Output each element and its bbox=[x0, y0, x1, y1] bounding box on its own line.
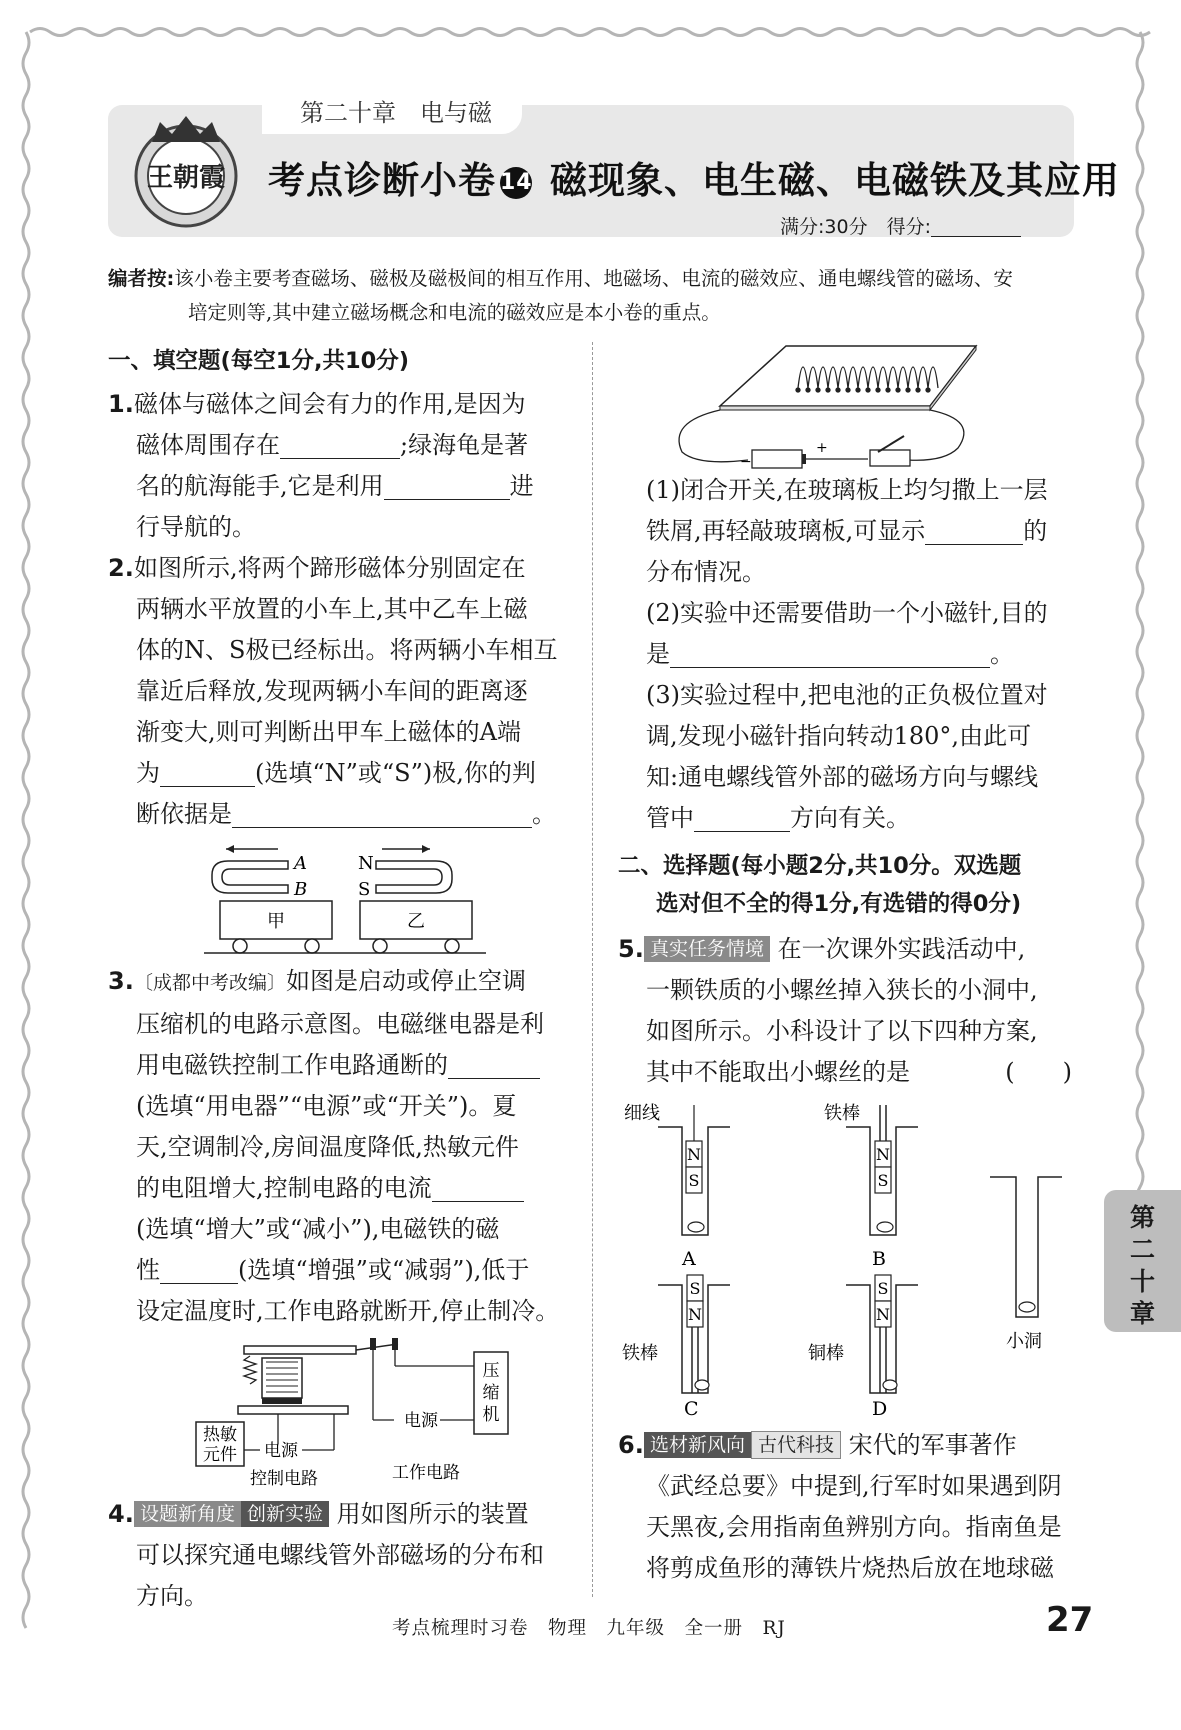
q5-fig-pole-n: N bbox=[687, 1145, 701, 1164]
logo-text: 王朝霞 bbox=[146, 163, 226, 193]
q2-fig-label-s: S bbox=[358, 879, 371, 900]
svg-text:−: − bbox=[740, 454, 752, 470]
q2-fig-label-a: A bbox=[294, 853, 307, 874]
q2-fig-label-n: N bbox=[358, 853, 374, 874]
q5-fig-label-copper-rod: 铜棒 bbox=[808, 1343, 844, 1364]
q4-sub1-text: 分布情况。 bbox=[646, 558, 766, 586]
right-column bbox=[618, 342, 1078, 1589]
score-line bbox=[780, 212, 1021, 239]
q6-number: 6. bbox=[618, 1431, 644, 1459]
q4-sub2-text: (2)实验中还需要借助一个小磁针,目的 bbox=[646, 599, 1048, 627]
title-number: 14 bbox=[500, 167, 532, 199]
score-label: 满分:30分 得分: bbox=[780, 216, 931, 238]
footer: 考点梳理时习卷 物理 九年级 全一册 RJ bbox=[392, 1618, 786, 1639]
question-2 bbox=[108, 548, 568, 835]
section2-title-line2: 选对但不全的得1分,有选错的得0分) bbox=[656, 891, 1022, 917]
svg-text:+: + bbox=[816, 440, 828, 456]
q2-line: 如图所示,将两个蹄形磁体分别固定在 bbox=[134, 554, 526, 582]
question-4 bbox=[108, 1494, 568, 1617]
q1-text-e: 进 bbox=[509, 472, 534, 500]
q4-sub2-text: 是 bbox=[646, 640, 670, 668]
q4-blank-2[interactable] bbox=[670, 641, 990, 668]
q2-fig-cart-jia: 甲 bbox=[267, 911, 285, 932]
q3-text: 天,空调制冷,房间温度降低,热敏元件 bbox=[136, 1133, 519, 1161]
q4-tag-innovative-experiment: 创新实验 bbox=[241, 1501, 329, 1527]
q5-text: 如图所示。小科设计了以下四种方案, bbox=[646, 1017, 1038, 1045]
q4-sub3-text: 方向有关。 bbox=[790, 804, 910, 832]
q3-fig-source-work: 电源 bbox=[404, 1411, 438, 1431]
q1-text-b: 磁体周围存在 bbox=[136, 431, 280, 459]
q1-text-f: 行导航的。 bbox=[136, 513, 256, 541]
score-blank[interactable] bbox=[931, 218, 1021, 237]
q4-sub1-text: (1)闭合开关,在玻璃板上均匀撒上一层 bbox=[646, 476, 1048, 504]
left-column bbox=[108, 342, 568, 1617]
side-tab-text: 第二十章 bbox=[1129, 1203, 1155, 1328]
q5-fig-pole-s: S bbox=[689, 1279, 701, 1298]
q2-line: 靠近后释放,发现两辆小车间的距离逐 bbox=[136, 677, 528, 705]
q4-sub3-text: 管中 bbox=[646, 804, 694, 832]
q3-text: (选填“用电器”“电源”或“开关”)。夏 bbox=[136, 1092, 517, 1120]
q2-blank-1[interactable] bbox=[160, 760, 255, 787]
q2-blank-2[interactable] bbox=[232, 801, 532, 828]
q3-fig-work-circuit: 工作电路 bbox=[392, 1463, 460, 1483]
section1-title: 一、填空题(每空1分,共10分) bbox=[108, 348, 410, 374]
q3-fig-thermistor: 元件 bbox=[203, 1445, 237, 1465]
q3-number: 3. bbox=[108, 967, 134, 995]
editor-note-label: 编者按: bbox=[108, 267, 175, 290]
q4-figure-solenoid-glass-plate bbox=[608, 342, 1068, 470]
q5-option-b-label: B bbox=[872, 1248, 886, 1270]
chapter-side-tab bbox=[1104, 1190, 1181, 1332]
q3-fig-compressor: 缩 bbox=[482, 1383, 500, 1403]
q4-tag-new-angle: 设题新角度 bbox=[134, 1501, 241, 1527]
q6-tag-ancient-tech: 古代科技 bbox=[751, 1431, 841, 1459]
q5-text: 其中不能取出小螺丝的是 bbox=[646, 1058, 910, 1086]
q2-figure-magnet-carts bbox=[108, 839, 568, 959]
page-title bbox=[268, 150, 1120, 204]
q4-number: 4. bbox=[108, 1500, 134, 1528]
title-main: 磁现象、电生磁、电磁铁及其应用 bbox=[550, 159, 1120, 202]
q3-blank-2[interactable] bbox=[432, 1175, 524, 1202]
q2-text: (选填“N”或“S”)极,你的判 bbox=[255, 759, 536, 787]
q5-fig-pole-n: N bbox=[876, 1145, 890, 1164]
q1-blank-1[interactable] bbox=[280, 432, 400, 459]
title-prefix: 考点诊断小卷 bbox=[268, 159, 496, 202]
editor-note-line1: 该小卷主要考查磁场、磁极及磁极间的相互作用、地磁场、电流的磁效应、通电螺线管的磁场、安 bbox=[174, 267, 1013, 290]
q1-text-c: ;绿海龟是著 bbox=[400, 431, 529, 459]
q4-sub3-text: 知:通电螺线管外部的磁场方向与螺线 bbox=[646, 763, 1039, 791]
q3-text: (选填“增大”或“减小”),电磁铁的磁 bbox=[136, 1215, 500, 1243]
q4-sub1-text: 的 bbox=[1023, 517, 1048, 545]
q2-fig-cart-yi: 乙 bbox=[407, 911, 425, 932]
editor-note bbox=[108, 262, 1074, 330]
q4-text: 用如图所示的装置 bbox=[336, 1500, 529, 1528]
q5-tag-real-task: 真实任务情境 bbox=[644, 936, 770, 962]
q3-fig-source-control: 电源 bbox=[264, 1441, 298, 1461]
q5-fig-label-thread: 细线 bbox=[624, 1103, 660, 1124]
q4-sub1-text: 铁屑,再轻敲玻璃板,可显示 bbox=[646, 517, 926, 545]
q5-option-c-label: C bbox=[684, 1398, 699, 1417]
chapter-label: 第二十章 电与磁 bbox=[262, 92, 522, 134]
page-number: 27 bbox=[1046, 1600, 1094, 1640]
q3-text: 如图是启动或停止空调 bbox=[286, 967, 527, 995]
q5-fig-pole-n: N bbox=[688, 1305, 702, 1324]
q3-blank-1[interactable] bbox=[448, 1052, 540, 1079]
q4-sub3-text: 调,发现小磁针指向转动180°,由此可 bbox=[646, 722, 1032, 750]
q5-fig-screws bbox=[688, 1222, 1035, 1390]
q2-text: 为 bbox=[136, 759, 160, 787]
q3-fig-thermistor: 热敏 bbox=[203, 1425, 237, 1445]
q2-text: 。 bbox=[532, 800, 556, 828]
q5-fig-pole-n: N bbox=[876, 1305, 890, 1324]
q5-option-a-label: A bbox=[682, 1248, 696, 1270]
editor-note-line2: 培定则等,其中建立磁场概念和电流的磁效应是本小卷的重点。 bbox=[188, 301, 721, 324]
q4-sub2-text: 。 bbox=[990, 640, 1014, 668]
q2-line: 两辆水平放置的小车上,其中乙车上磁 bbox=[136, 595, 528, 623]
q5-text: 在一次课外实践活动中, bbox=[777, 935, 1026, 963]
publisher-logo bbox=[122, 110, 250, 238]
q1-text-a: 磁体与磁体之间会有力的作用,是因为 bbox=[134, 390, 526, 418]
q3-fig-compressor: 机 bbox=[482, 1405, 500, 1425]
q3-text: 压缩机的电路示意图。电磁继电器是利 bbox=[136, 1010, 544, 1038]
q5-text: 一颗铁质的小螺丝掉入狭长的小洞中, bbox=[646, 976, 1038, 1004]
q4-blank-3[interactable] bbox=[694, 805, 790, 832]
q1-blank-2[interactable] bbox=[384, 473, 510, 500]
q5-number: 5. bbox=[618, 935, 644, 963]
q5-fig-pole-s: S bbox=[877, 1279, 889, 1298]
q6-tag-new-material: 选材新风向 bbox=[644, 1432, 751, 1458]
q3-text: 用电磁铁控制工作电路通断的 bbox=[136, 1051, 448, 1079]
q4-sub3-text: (3)实验过程中,把电池的正负极位置对 bbox=[646, 681, 1048, 709]
q2-fig-label-b: B bbox=[294, 879, 308, 900]
question-5 bbox=[618, 929, 1078, 1093]
q3-text: 的电阻增大,控制电路的电流 bbox=[136, 1174, 432, 1202]
q2-line: 渐变大,则可判断出甲车上磁体的A端 bbox=[136, 718, 521, 746]
q3-figure-relay-circuit bbox=[108, 1332, 568, 1488]
q5-fig-pole-s: S bbox=[688, 1171, 700, 1190]
q5-option-d-label: D bbox=[872, 1398, 888, 1417]
q4-blank-1[interactable] bbox=[925, 518, 1023, 545]
question-6 bbox=[618, 1425, 1078, 1589]
q2-line: 体的N、S极已经标出。将两辆小车相互 bbox=[136, 636, 558, 664]
q5-fig-pole-s: S bbox=[877, 1171, 889, 1190]
question-1 bbox=[108, 384, 568, 548]
q6-text: 宋代的军事著作 bbox=[848, 1431, 1017, 1459]
q3-fig-compressor: 压 bbox=[482, 1361, 500, 1381]
q5-fig-label-hole: 小洞 bbox=[1006, 1331, 1042, 1352]
q2-text: 断依据是 bbox=[136, 800, 232, 828]
q5-answer-bracket[interactable]: ( ) bbox=[1005, 1058, 1072, 1086]
q2-number: 2. bbox=[108, 554, 134, 582]
q1-number: 1. bbox=[108, 390, 134, 418]
q3-blank-3[interactable] bbox=[160, 1257, 238, 1284]
q5-fig-label-iron-rod: 铁棒 bbox=[622, 1343, 658, 1364]
q3-text: 设定温度时,工作电路就断开,停止制冷。 bbox=[136, 1297, 560, 1325]
q4-text: 可以探究通电螺线管外部磁场的分布和 bbox=[136, 1541, 544, 1569]
q4-text: 方向。 bbox=[136, 1582, 208, 1610]
section2-title-line1: 二、选择题(每小题2分,共10分。双选题 bbox=[618, 853, 1022, 879]
q5-fig-label-iron-rod: 铁棒 bbox=[824, 1103, 860, 1124]
section2-title bbox=[618, 847, 1078, 923]
q3-source: 〔成都中考改编〕 bbox=[134, 972, 287, 994]
q4-subquestions bbox=[618, 470, 1078, 839]
column-divider bbox=[592, 342, 593, 1597]
q3-text: 性 bbox=[136, 1256, 160, 1284]
q6-text: 天黑夜,会用指南鱼辨别方向。指南鱼是 bbox=[646, 1513, 1062, 1541]
question-3 bbox=[108, 961, 568, 1332]
q3-fig-control-circuit: 控制电路 bbox=[250, 1469, 318, 1488]
q3-text: (选填“增强”或“减弱”),低于 bbox=[238, 1256, 530, 1284]
q6-text: 《武经总要》中提到,行军时如果遇到阴 bbox=[646, 1472, 1062, 1500]
q1-text-d: 名的航海能手,它是利用 bbox=[136, 472, 384, 500]
q5-figure-options bbox=[618, 1097, 1078, 1417]
q6-text: 将剪成鱼形的薄铁片烧热后放在地球磁 bbox=[646, 1554, 1054, 1582]
